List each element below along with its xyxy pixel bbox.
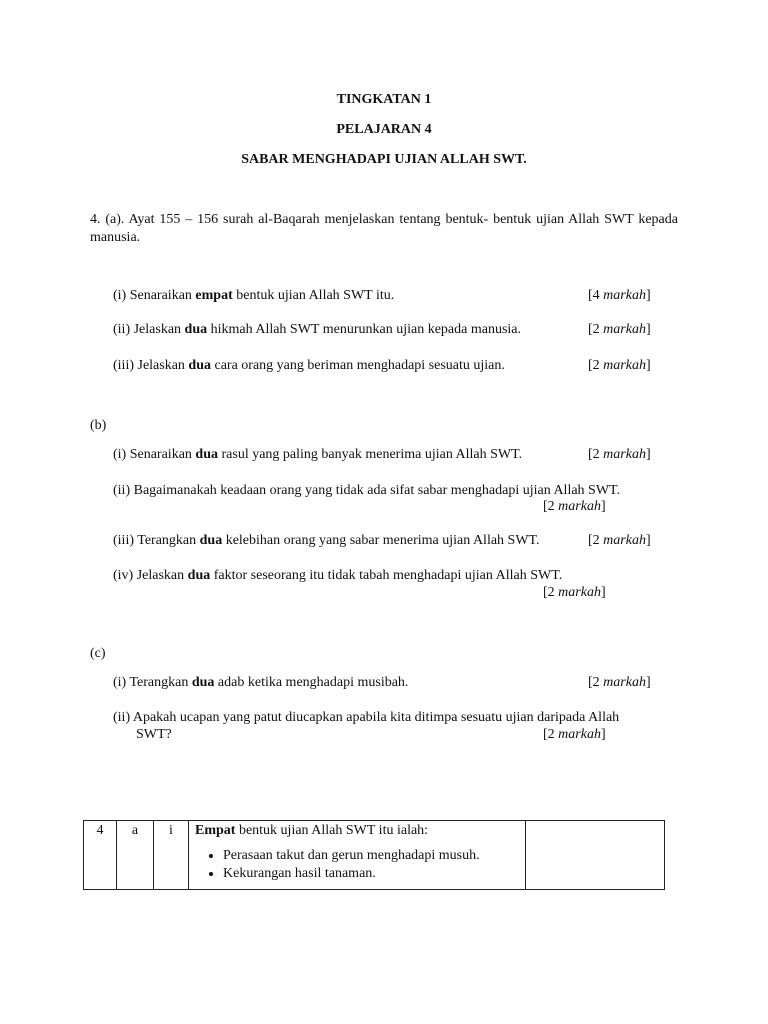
document-lesson-heading: PELAJARAN 4 xyxy=(336,122,432,137)
mark-4a-i: [4 markah] xyxy=(588,288,651,303)
mark-4b-iii: [2 markah] xyxy=(588,533,651,548)
answer-bullet-list xyxy=(195,847,519,883)
subitem-cell: i xyxy=(154,821,189,890)
list-item: • Kekurangan hasil tanaman. xyxy=(223,865,519,883)
mark-4c-ii: [2 markah] xyxy=(543,727,606,742)
table-row xyxy=(84,821,665,890)
question-4a-i: (i) Senaraikan empat bentuk ujian Allah SWT itu. xyxy=(113,288,395,303)
marks-cell xyxy=(526,821,665,890)
question-4c-ii: (ii) Apakah ucapan yang patut diucapkan apabila kita ditimpa sesuatu ujian daripada Allah xyxy=(113,710,620,725)
question-4a-ii: (ii) Jelaskan dua hikmah Allah SWT menurunkan ujian kepada manusia. xyxy=(113,322,522,337)
document-grade-heading: TINGKATAN 1 xyxy=(336,92,432,107)
answer-heading: Empat bentuk ujian Allah SWT itu ialah: xyxy=(195,823,429,838)
section-b-label: (b) xyxy=(90,418,107,433)
section-letter-cell: a xyxy=(117,821,154,890)
question-4c-i: (i) Terangkan dua adab ketika menghadapi musibah. xyxy=(113,675,409,690)
document-title: SABAR MENGHADAPI UJIAN ALLAH SWT. xyxy=(241,152,527,167)
question-4b-iii: (iii) Terangkan dua kelebihan orang yang sabar menerima ujian Allah SWT. xyxy=(113,533,540,548)
answer-table xyxy=(83,820,665,890)
mark-4a-iii: [2 markah] xyxy=(588,358,651,373)
answer-content-cell xyxy=(189,821,526,890)
mark-4b-iv: [2 markah] xyxy=(543,585,606,600)
mark-4c-i: [2 markah] xyxy=(588,675,651,690)
question-4b-iv: (iv) Jelaskan dua faktor seseorang itu tidak tabah menghadapi ujian Allah SWT. xyxy=(113,568,563,583)
list-item: • Perasaan takut dan gerun menghadapi musuh. xyxy=(223,847,519,865)
question-4a-intro: 4. (a). Ayat 155 – 156 surah al-Baqarah menjelaskan tentang bentuk- bentuk ujian Allah SWT kepada manusia. xyxy=(90,212,678,245)
question-4b-i: (i) Senaraikan dua rasul yang paling banyak menerima ujian Allah SWT. xyxy=(113,447,523,462)
mark-4b-ii: [2 markah] xyxy=(543,499,606,514)
question-number-cell: 4 xyxy=(84,821,117,890)
question-4a-iii: (iii) Jelaskan dua cara orang yang beriman menghadapi sesuatu ujian. xyxy=(113,358,505,373)
section-c-label: (c) xyxy=(90,646,106,661)
question-4c-ii-continued: SWT? xyxy=(136,727,172,742)
mark-4a-ii: [2 markah] xyxy=(588,322,651,337)
question-4b-ii: (ii) Bagaimanakah keadaan orang yang tidak ada sifat sabar menghadapi ujian Allah SWT. xyxy=(113,483,621,498)
mark-4b-i: [2 markah] xyxy=(588,447,651,462)
